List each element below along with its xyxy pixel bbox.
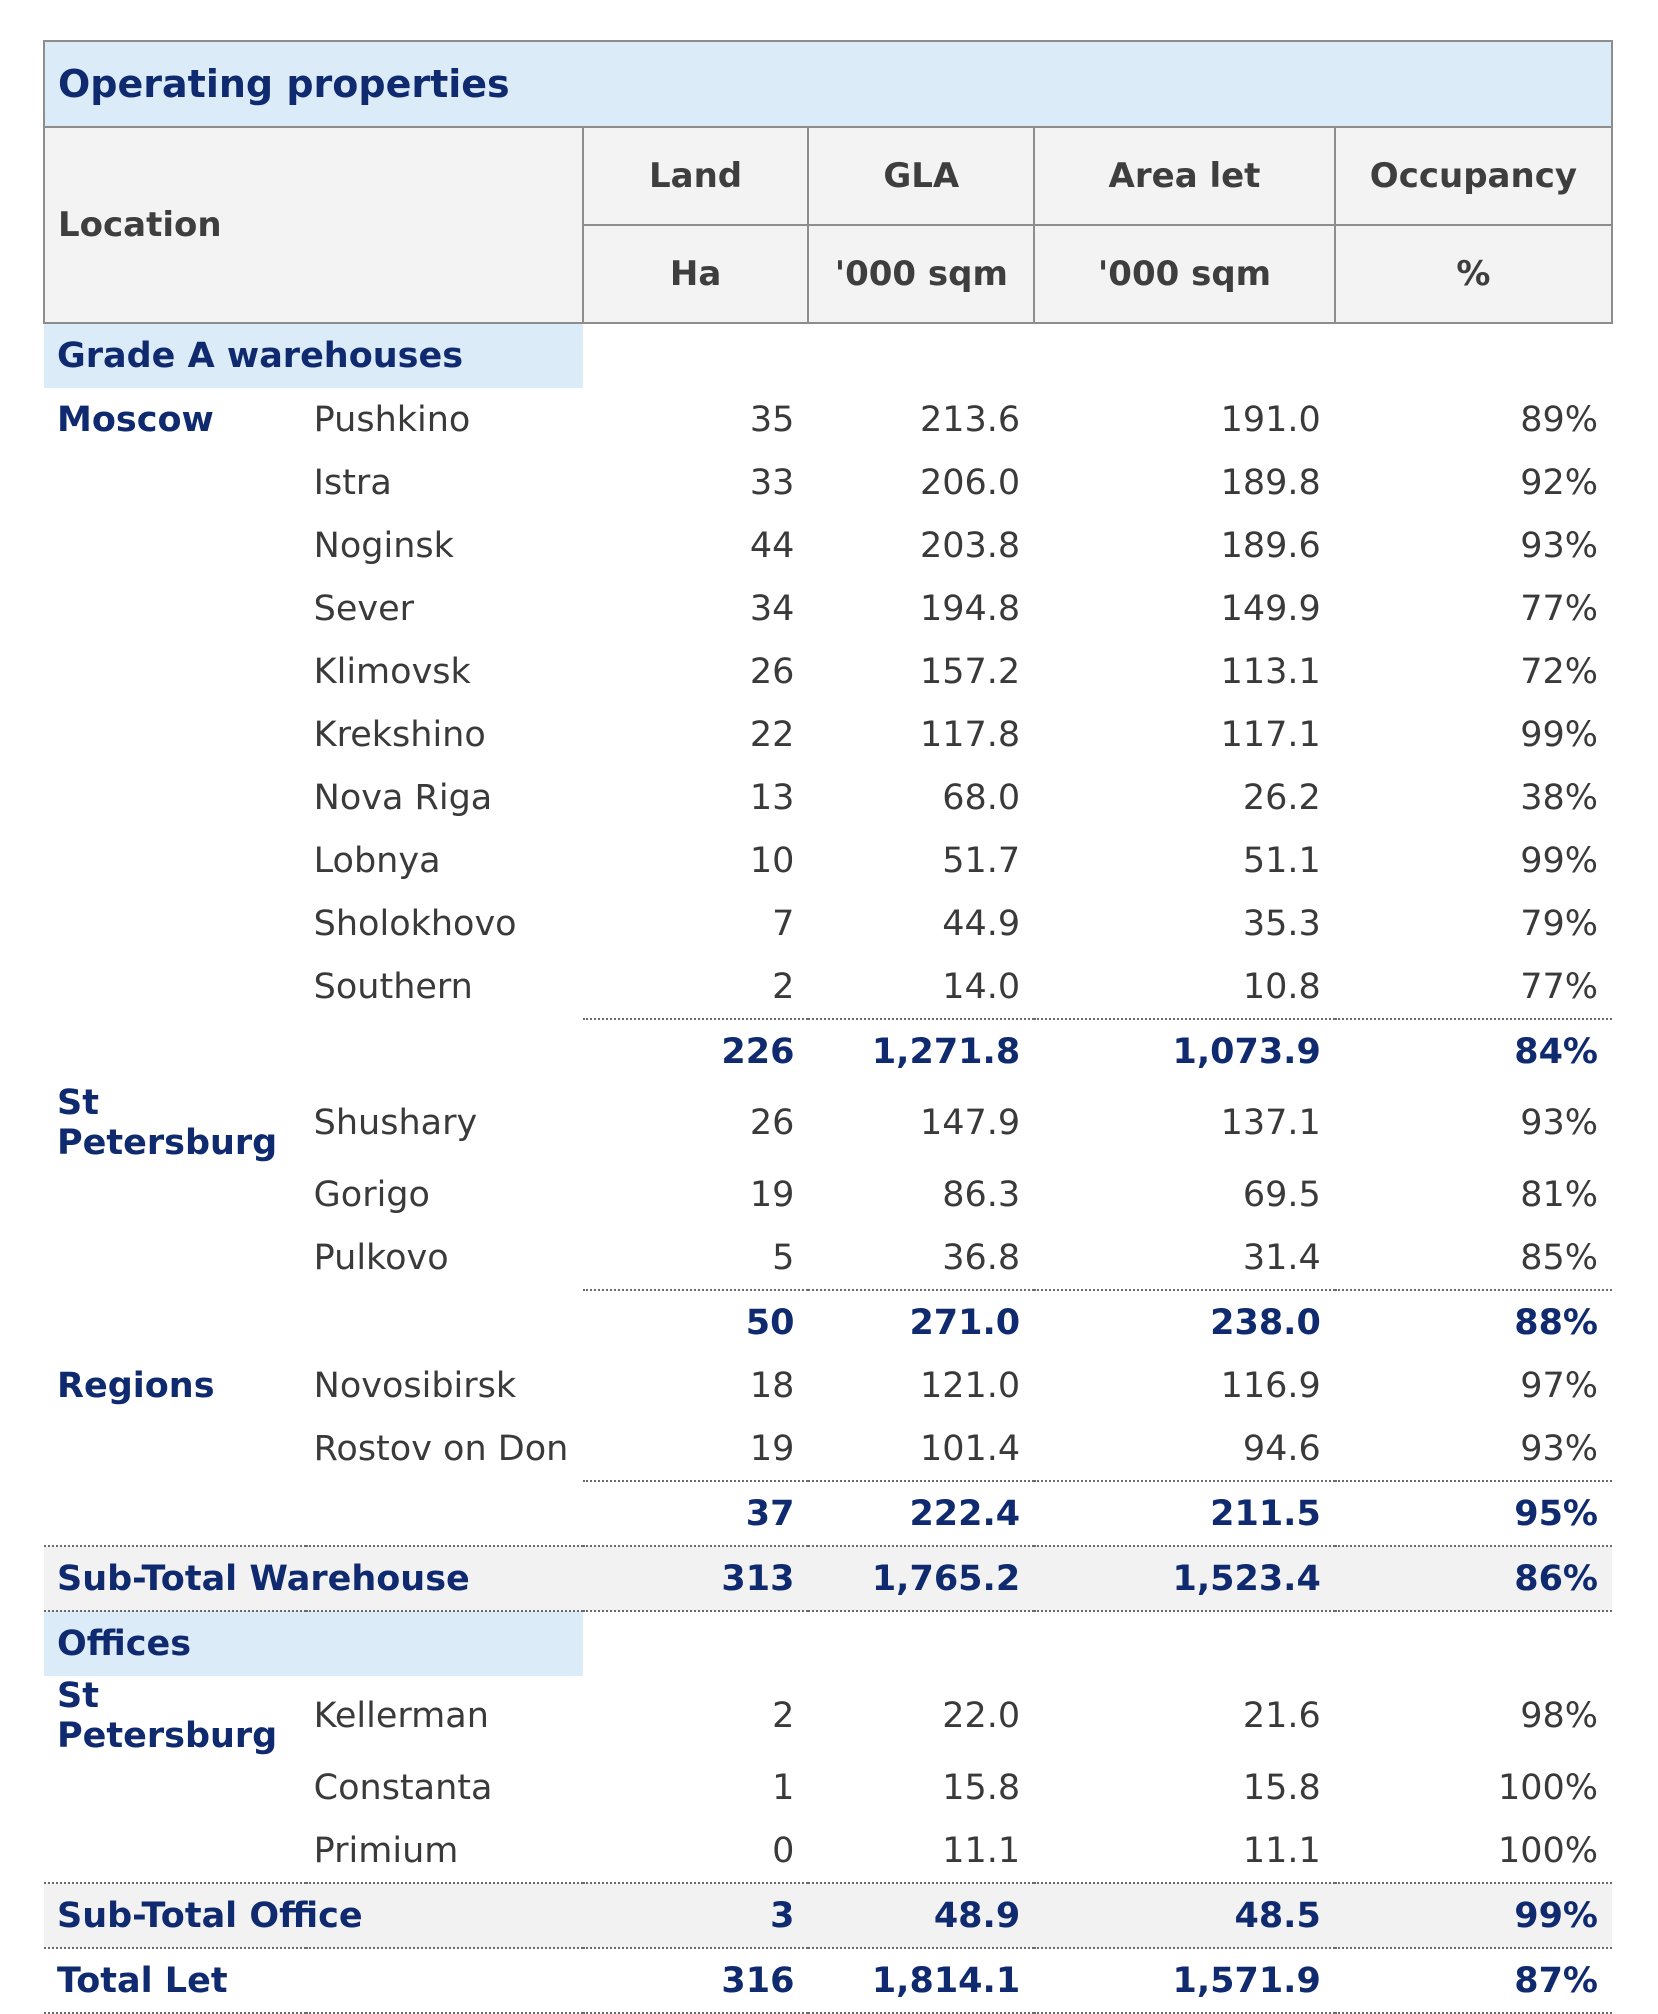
subtotal-warehouse-row [44,1546,1612,1611]
cell-occ: 92% [1520,462,1598,503]
cell-land: 33 [749,462,795,503]
cell-land: 13 [749,777,795,818]
subtotal-office-row-label: Sub-Total Office [44,1883,583,1948]
cell-occ: 99% [1520,840,1598,881]
site-name: Shushary [313,1103,478,1143]
cell-let: 69.5 [1242,1174,1321,1215]
table-row [44,1417,1612,1481]
table-row [44,1756,1612,1819]
cell-gla: 86.3 [942,1174,1021,1215]
table-row [44,1354,1612,1417]
cell-occ: 72% [1520,651,1598,692]
table-row [44,1226,1612,1290]
region-cell-empty [44,829,306,892]
moscow-region-label: Moscow [57,399,214,440]
cell-occ: 77% [1520,588,1598,629]
cell-let: 189.6 [1220,525,1321,566]
site-name: Sholokhovo [313,903,517,944]
table-row [44,640,1612,703]
cell-gla: 157.2 [919,651,1021,692]
operating-properties-table [43,40,1613,2014]
cell-let: 51.1 [1242,840,1321,881]
cell-land: 26 [749,651,795,692]
subtotal-occ: 88% [1335,1290,1612,1354]
subtotal-warehouse-row-let: 1,523.4 [1034,1546,1335,1611]
cell-gla: 213.6 [919,399,1021,440]
total-let-row-gla: 1,814.1 [808,1948,1034,2013]
cell-gla: 117.8 [919,714,1021,755]
subtotal-spacer [44,1290,306,1354]
cell-gla: 15.8 [942,1767,1021,1808]
region-cell-empty [44,640,306,703]
region-cell-empty [44,892,306,955]
header-gla: GLA [808,127,1034,225]
cell-occ: 81% [1520,1174,1598,1215]
cell-occ: 100% [1497,1830,1598,1871]
st-petersburg-region-label: St Petersburg [57,1083,278,1163]
subtotal-gla: 271.0 [808,1290,1034,1354]
operating-properties-table-wrapper [43,40,1613,2014]
section-offices-row [44,1611,1612,1676]
total-let-row-land: 316 [583,1948,809,2013]
header-row [44,127,1612,225]
site-name: Krekshino [313,714,486,755]
cell-land: 2 [772,1696,795,1736]
site-name: Constanta [313,1767,493,1808]
total-let-row-label: Total Let [44,1948,583,2013]
table-row [44,577,1612,640]
cell-gla: 121.0 [919,1365,1021,1406]
subtotal-warehouse-row-occ: 86% [1335,1546,1612,1611]
total-let-row [44,1948,1612,2013]
cell-land: 18 [749,1365,795,1406]
cell-occ: 100% [1497,1767,1598,1808]
cell-gla: 101.4 [919,1428,1021,1469]
cell-land: 0 [772,1830,795,1871]
subtotal-occ: 84% [1335,1019,1612,1083]
region-cell-empty [44,703,306,766]
cell-let: 189.8 [1220,462,1321,503]
regions-region-label: Regions [57,1365,215,1406]
subtotal-office-row-gla: 48.9 [808,1883,1034,1948]
table-row [44,955,1612,1019]
subtotal-warehouse-row-gla: 1,765.2 [808,1546,1034,1611]
cell-land: 10 [749,840,795,881]
subtotal-spacer [44,1481,306,1546]
section-warehouses-row [44,323,1612,388]
subtotal-let: 211.5 [1034,1481,1335,1546]
cell-gla: 206.0 [919,462,1021,503]
cell-let: 191.0 [1220,399,1321,440]
region-cell-empty [44,451,306,514]
cell-land: 22 [749,714,795,755]
cell-let: 35.3 [1242,903,1321,944]
site-name: Gorigo [313,1174,430,1215]
cell-let: 137.1 [1220,1103,1321,1143]
subtotal-gla: 222.4 [808,1481,1034,1546]
cell-let: 26.2 [1242,777,1321,818]
cell-let: 31.4 [1242,1237,1321,1278]
cell-let: 21.6 [1242,1696,1321,1736]
cell-gla: 194.8 [919,588,1021,629]
region-cell-empty [44,514,306,577]
unit-land: Ha [583,225,809,323]
subtotal-office-row-let: 48.5 [1034,1883,1335,1948]
subtotal-office-row-land: 3 [583,1883,809,1948]
header-area-let: Area let [1034,127,1335,225]
unit-occupancy: % [1335,225,1612,323]
header-occupancy: Occupancy [1335,127,1612,225]
subtotal-spacer [306,1290,583,1354]
site-name: Southern [313,967,473,1007]
table-row [44,829,1612,892]
table-row [44,451,1612,514]
cell-gla: 11.1 [942,1830,1021,1871]
table-row [44,514,1612,577]
subtotal-spacer [44,1019,306,1083]
region-cell-empty [44,577,306,640]
site-name: Istra [313,462,392,503]
subtotal-land: 37 [583,1481,809,1546]
cell-let: 117.1 [1220,714,1321,755]
region-cell-empty [44,1226,306,1290]
site-name: Primium [313,1830,459,1871]
cell-gla: 147.9 [919,1103,1021,1143]
st-petersburg-office-region-label: St Petersburg [57,1676,278,1756]
moscow-subtotal-row [44,1019,1612,1083]
total-let-row-occ: 87% [1335,1948,1612,2013]
cell-land: 19 [749,1428,795,1469]
table-row [44,892,1612,955]
cell-occ: 93% [1520,1103,1598,1143]
cell-occ: 93% [1520,1428,1598,1469]
cell-let: 113.1 [1220,651,1321,692]
total-let-row-let: 1,571.9 [1034,1948,1335,2013]
cell-occ: 38% [1520,777,1598,818]
site-name: Pushkino [313,399,471,440]
table-row [44,766,1612,829]
subtotal-land: 226 [583,1019,809,1083]
cell-gla: 14.0 [942,966,1021,1007]
cell-land: 2 [772,966,795,1007]
cell-gla: 44.9 [942,903,1021,944]
cell-let: 116.9 [1220,1365,1321,1406]
title-row [44,41,1612,127]
cell-occ: 79% [1520,903,1598,944]
site-name: Novosibirsk [313,1365,517,1406]
header-location: Location [44,127,583,323]
subtotal-occ: 95% [1335,1481,1612,1546]
cell-occ: 85% [1520,1237,1598,1278]
table-row [44,388,1612,451]
cell-occ: 89% [1520,399,1598,440]
cell-gla: 36.8 [942,1237,1021,1278]
cell-land: 34 [749,588,795,629]
cell-land: 35 [749,399,795,440]
cell-let: 11.1 [1242,1830,1321,1871]
table-title: Operating properties [44,41,1612,127]
subtotal-warehouse-row-land: 313 [583,1546,809,1611]
site-name: Klimovsk [313,651,471,692]
table-row [44,1083,1612,1163]
cell-let: 10.8 [1242,966,1321,1007]
unit-gla: '000 sqm [808,225,1034,323]
table-row [44,1163,1612,1226]
cell-let: 15.8 [1242,1767,1321,1808]
st-petersburg-subtotal-row [44,1290,1612,1354]
site-name: Noginsk [313,525,454,566]
unit-area-let: '000 sqm [1034,225,1335,323]
cell-occ: 77% [1520,966,1598,1007]
cell-gla: 68.0 [942,777,1021,818]
subtotal-let: 238.0 [1034,1290,1335,1354]
cell-land: 26 [749,1103,795,1143]
cell-land: 1 [772,1767,795,1808]
cell-gla: 203.8 [919,525,1021,566]
region-cell-empty [44,1819,306,1883]
subtotal-office-row-occ: 99% [1335,1883,1612,1948]
cell-occ: 98% [1520,1696,1598,1736]
cell-occ: 99% [1520,714,1598,755]
site-name: Nova Riga [313,777,493,818]
cell-gla: 51.7 [942,840,1021,881]
section-warehouses-label: Grade A warehouses [44,323,583,388]
cell-let: 94.6 [1242,1428,1321,1469]
subtotal-office-row [44,1883,1612,1948]
section-warehouses-spacer [583,323,1612,388]
site-name: Lobnya [313,840,441,881]
region-cell-empty [44,1756,306,1819]
subtotal-let: 1,073.9 [1034,1019,1335,1083]
region-cell-empty [44,1417,306,1481]
cell-land: 44 [749,525,795,566]
subtotal-spacer [306,1481,583,1546]
cell-occ: 93% [1520,525,1598,566]
cell-land: 5 [772,1237,795,1278]
table-row [44,703,1612,766]
site-name: Pulkovo [313,1238,449,1278]
cell-let: 149.9 [1220,588,1321,629]
section-offices-label: Offices [44,1611,583,1676]
table-row [44,1819,1612,1883]
site-name: Sever [313,588,415,629]
regions-subtotal-row [44,1481,1612,1546]
subtotal-warehouse-row-label: Sub-Total Warehouse [44,1546,583,1611]
region-cell-empty [44,1163,306,1226]
region-cell-empty [44,955,306,1019]
header-land: Land [583,127,809,225]
site-name: Rostov on Don [313,1429,569,1469]
cell-land: 7 [772,903,795,944]
cell-occ: 97% [1520,1365,1598,1406]
region-cell-empty [44,766,306,829]
table-row [44,1676,1612,1756]
section-offices-spacer [583,1611,1612,1676]
subtotal-land: 50 [583,1290,809,1354]
subtotal-gla: 1,271.8 [808,1019,1034,1083]
site-name: Kellerman [313,1696,489,1736]
cell-gla: 22.0 [942,1696,1021,1736]
subtotal-spacer [306,1019,583,1083]
cell-land: 19 [749,1174,795,1215]
